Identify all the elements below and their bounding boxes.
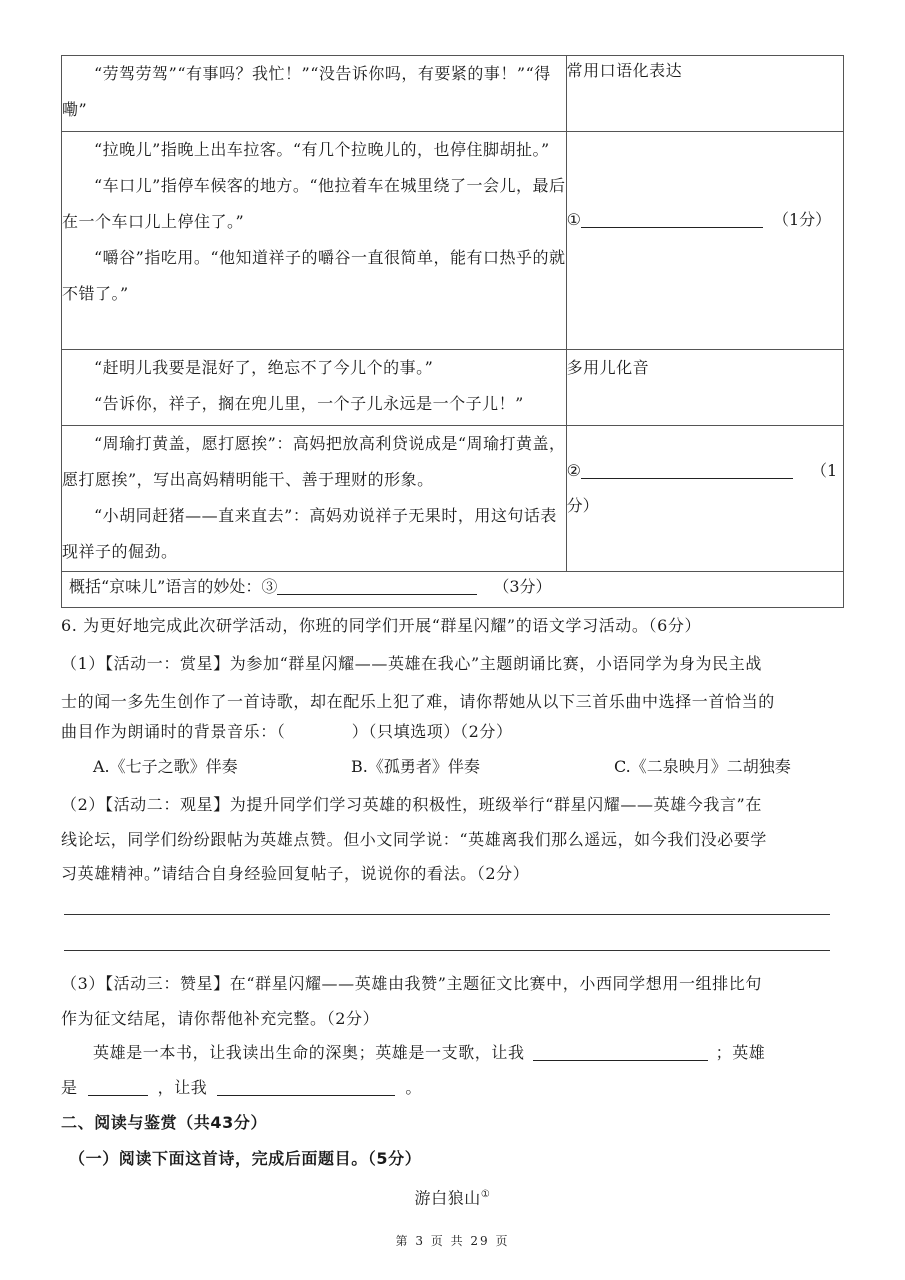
- table-cell: [62, 350, 567, 426]
- activity-1-text: 士的闻一多先生创作了一首诗歌，却在配乐上犯了难，请你帮她从以下三首乐曲中选择一首恰当的: [61, 692, 775, 711]
- quote-text: “拉晚儿”指晚上出车拉客。“有几个拉晚儿的，也停住脚胡扯。”: [94, 140, 550, 159]
- score-label: （1: [810, 461, 838, 480]
- score-label: （3分）: [493, 577, 552, 596]
- quote-text: “周瑜打黄盖，愿打愿挨”：高妈把放高利贷说成是“周瑜打黄盖，愿打愿挨”，写出高妈精明能干、善于理财的形象。: [62, 434, 566, 489]
- table-cell: [62, 132, 567, 350]
- table-cell: [62, 426, 567, 572]
- activity-3-text: 作为征文结尾，请你帮他补充完整。（2分）: [61, 1009, 380, 1028]
- parallel-sentence: [61, 1069, 845, 1107]
- parallel-sentence: [93, 1034, 853, 1072]
- score-label: 分）: [566, 496, 599, 515]
- answer-blank-6[interactable]: [217, 1077, 395, 1096]
- answer-blank-5[interactable]: [88, 1077, 148, 1096]
- activity-3-text: （3）【活动三：赞星】在“群星闪耀——英雄由我赞”主题征文比赛中，小西同学想用一组排比句: [61, 974, 762, 993]
- sentence-part: 。: [405, 1078, 423, 1097]
- activity-1-text: （1）【活动一：赏星】为参加“群星闪耀——英雄在我心”主题朗诵比赛，小语同学为身为民主战: [61, 654, 762, 673]
- answer-line[interactable]: [64, 950, 830, 951]
- table-row: [62, 56, 844, 132]
- answer-mark: ①: [566, 210, 581, 229]
- score-label: （1分）: [772, 210, 832, 229]
- option-b[interactable]: B.《孤勇者》伴奏: [351, 757, 480, 776]
- answer-blank-1[interactable]: [581, 209, 763, 228]
- summary-cell: [62, 572, 844, 608]
- answer-blank-3[interactable]: [277, 576, 477, 595]
- table-cell: [62, 56, 567, 132]
- footnote-mark[interactable]: ①: [480, 1189, 491, 1200]
- option-c[interactable]: C.《二泉映月》二胡独奏: [614, 757, 791, 776]
- quote-text: “嚼谷”指吃用。“他知道祥子的嚼谷一直很简单，能有口热乎的就不错了。”: [62, 248, 566, 303]
- feature-label: 多用儿化音: [566, 358, 650, 377]
- summary-label: 概括“京味儿”语言的妙处：③: [69, 577, 278, 596]
- page-footer: 第 3 页 共 29 页: [395, 1234, 510, 1248]
- table-row: [62, 132, 844, 350]
- answer-mark: ②: [566, 461, 581, 480]
- table-row: [62, 350, 844, 426]
- table-row: [62, 426, 844, 572]
- activity-2-text: 线论坛，同学们纷纷跟帖为英雄点赞。但小文同学说：“英雄离我们那么遥远，如今我们没必要学: [61, 830, 767, 849]
- poem-title-text: 游白狼山: [414, 1188, 481, 1208]
- activity-2-text: （2）【活动二：观星】为提升同学们学习英雄的积极性，班级举行“群星闪耀——英雄今我言”在: [61, 795, 762, 814]
- option-a[interactable]: A.《七子之歌》伴奏: [93, 757, 238, 776]
- table-cell: [566, 56, 843, 132]
- table-row: [62, 572, 844, 608]
- activity-2-text: 习英雄精神。”请结合自身经验回复帖子，说说你的看法。（2分）: [61, 864, 530, 883]
- quote-text: “劳驾劳驾”“有事吗？我忙！”“没告诉你吗，有要紧的事！”“得嘞”: [62, 64, 551, 119]
- table-cell: [566, 132, 843, 350]
- quote-text: “小胡同赶猪——直来直去”：高妈劝说祥子无果时，用这句话表现祥子的倔劲。: [62, 506, 557, 561]
- question-6-title: 6. 为更好地完成此次研学活动，你班的同学们开展“群星闪耀”的语文学习活动。（6分）: [61, 616, 702, 635]
- activity-1-text: 曲目作为朗诵时的背景音乐：（ ）（只填选项）（2分）: [61, 722, 513, 741]
- answer-blank-2[interactable]: [581, 460, 793, 479]
- answer-blank-4[interactable]: [533, 1042, 708, 1061]
- quote-text: “赶明儿我要是混好了，绝忘不了今儿个的事。”: [94, 358, 434, 377]
- quote-text: “车口儿”指停车候客的地方。“他拉着车在城里绕了一会儿，最后在一个车口儿上停住了。”: [62, 176, 566, 231]
- section-heading: 二、阅读与鉴赏（共43分）: [61, 1113, 268, 1132]
- sentence-part: ，让我: [157, 1078, 208, 1097]
- subsection-heading: （一）阅读下面这首诗，完成后面题目。（5分）: [69, 1149, 422, 1168]
- quote-text: “告诉你，祥子，搁在兜儿里，一个子儿永远是一个子儿！”: [94, 394, 524, 413]
- table-cell: [566, 426, 843, 572]
- poem-title: [0, 1176, 905, 1217]
- feature-label: 常用口语化表达: [566, 61, 683, 80]
- table-cell: [566, 350, 843, 426]
- sentence-part: 是: [61, 1078, 78, 1097]
- sentence-part: ；英雄: [715, 1043, 766, 1062]
- sentence-part: 英雄是一本书，让我读出生命的深奥；英雄是一支歌，让我: [93, 1043, 525, 1062]
- answer-line[interactable]: [64, 914, 830, 915]
- comparison-table: [61, 55, 844, 608]
